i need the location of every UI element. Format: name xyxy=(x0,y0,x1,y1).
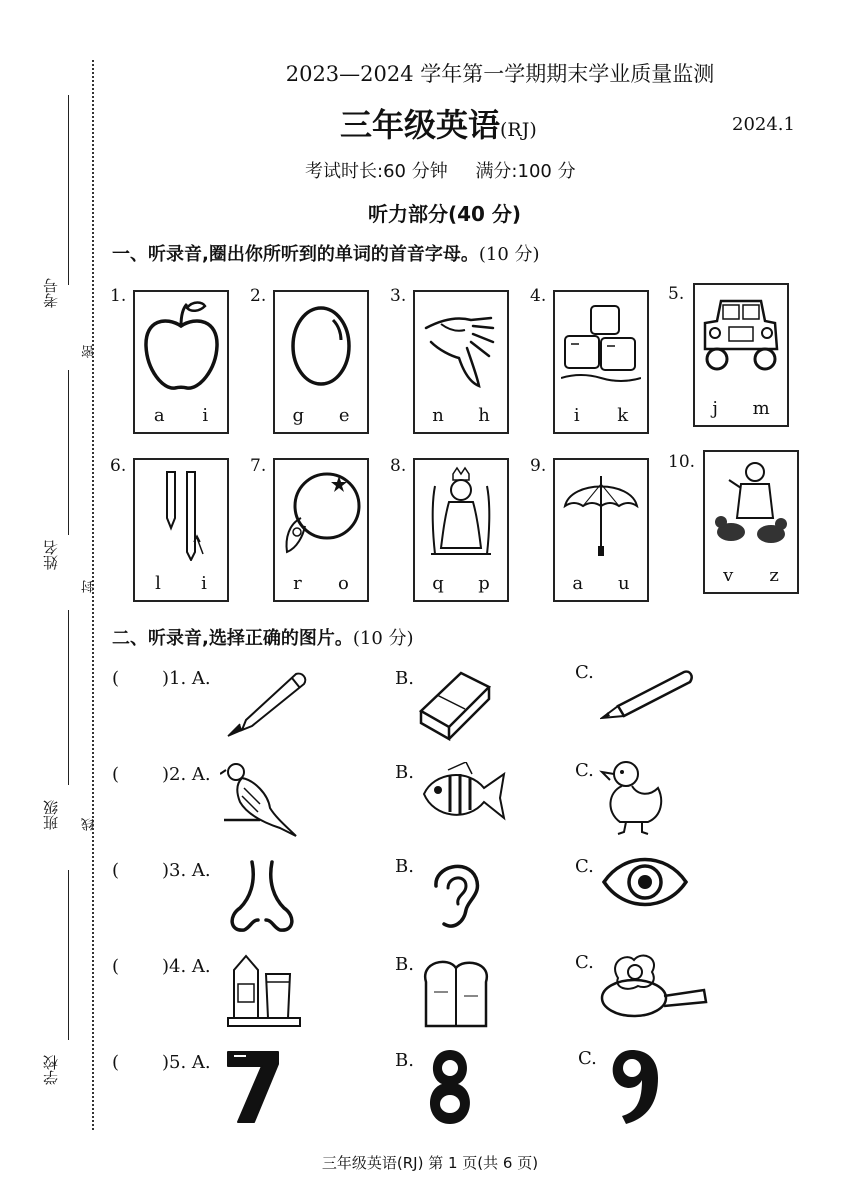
eraser-icon[interactable] xyxy=(415,665,495,743)
seven-icon[interactable] xyxy=(224,1046,284,1126)
part2-heading-text: 二、听录音,选择正确的图片。 xyxy=(112,628,353,649)
answer-paren[interactable]: ( xyxy=(112,956,120,977)
row-label: )1. A. xyxy=(162,668,211,689)
letter-option[interactable]: k xyxy=(617,405,629,426)
letter-pair xyxy=(695,398,787,419)
seal-mi: 密 xyxy=(82,345,97,358)
part1-score: (10 分) xyxy=(478,244,540,265)
option-c-label: C. xyxy=(575,760,594,781)
school-label: 学校 xyxy=(42,1055,60,1085)
letter-pair xyxy=(275,405,367,426)
exam-date: 2024.1 xyxy=(732,114,795,135)
option-b-label: B. xyxy=(395,856,414,877)
duck-icon[interactable] xyxy=(598,756,670,836)
letter-option[interactable]: i xyxy=(201,573,207,594)
exam-full-score: 满分:100 分 xyxy=(475,161,576,182)
card-vet xyxy=(703,450,799,594)
letter-option[interactable]: q xyxy=(432,573,444,594)
exam-duration: 考试时长:60 分钟 xyxy=(305,161,448,182)
option-b-label: B. xyxy=(395,954,414,975)
letter-pair xyxy=(555,573,647,594)
card-umbrella xyxy=(553,458,649,602)
name-label: 姓名 xyxy=(42,540,60,570)
option-c-label: C. xyxy=(575,856,594,877)
ear-icon[interactable] xyxy=(426,858,486,932)
letter-pair xyxy=(705,565,797,586)
part2-heading xyxy=(112,624,414,650)
letter-option[interactable]: m xyxy=(752,398,770,419)
option-b-label: B. xyxy=(395,762,414,783)
bread-icon[interactable] xyxy=(418,952,494,1032)
part1-heading xyxy=(112,240,540,266)
nine-icon[interactable] xyxy=(602,1046,662,1126)
letter-pair xyxy=(135,573,227,594)
letter-pair xyxy=(415,405,507,426)
letter-pair xyxy=(135,405,227,426)
letter-option[interactable]: p xyxy=(478,573,490,594)
row-label: )5. A. xyxy=(162,1052,211,1073)
page-footer: 三年级英语(RJ) 第 1 页(共 6 页) xyxy=(321,1154,539,1172)
card-pencils xyxy=(133,458,229,602)
option-c-label: C. xyxy=(575,662,594,683)
eye-icon[interactable] xyxy=(600,850,690,914)
letter-option[interactable]: v xyxy=(723,565,734,586)
letter-pair xyxy=(415,573,507,594)
item-number: 2. xyxy=(250,286,267,306)
answer-paren[interactable]: ( xyxy=(112,1052,120,1073)
letter-option[interactable]: a xyxy=(153,405,165,426)
letter-option[interactable]: e xyxy=(338,405,350,426)
exam-title-main xyxy=(340,100,537,146)
vet-icon xyxy=(711,458,791,553)
card-hand xyxy=(413,290,509,434)
card-apple xyxy=(133,290,229,434)
item-number: 4. xyxy=(530,286,547,306)
school-line xyxy=(68,870,69,1040)
seal-xian: 线 xyxy=(82,818,97,831)
pen-icon[interactable] xyxy=(222,668,312,740)
queen-icon xyxy=(421,466,501,561)
part1-heading-text: 一、听录音,圈出你所听到的单词的首音字母。 xyxy=(112,244,479,265)
item-number: 7. xyxy=(250,456,267,476)
apple-icon xyxy=(141,298,221,393)
letter-option[interactable]: i xyxy=(573,405,580,426)
milk-icon[interactable] xyxy=(224,952,304,1032)
hand-icon xyxy=(421,298,501,393)
letter-option[interactable]: n xyxy=(432,405,444,426)
binding-dotted-line xyxy=(92,60,94,1130)
exam-number-line xyxy=(68,95,69,285)
letter-pair xyxy=(275,573,367,594)
class-line xyxy=(68,610,69,785)
letter-option[interactable]: h xyxy=(478,405,490,426)
title-suffix: (RJ) xyxy=(500,119,537,141)
letter-option[interactable]: u xyxy=(617,573,630,594)
row-label: )3. A. xyxy=(162,860,211,881)
letter-option[interactable]: r xyxy=(293,573,302,594)
item-number: 10. xyxy=(668,452,696,472)
fish-icon[interactable] xyxy=(418,762,508,828)
part2-score: (10 分) xyxy=(352,628,414,649)
name-line xyxy=(68,370,69,535)
pencils-icon xyxy=(141,466,221,561)
egg-icon xyxy=(281,298,361,393)
letter-option[interactable]: l xyxy=(155,573,161,594)
letter-option[interactable]: i xyxy=(202,405,209,426)
egg-pan-icon[interactable] xyxy=(598,948,708,1026)
card-queen xyxy=(413,458,509,602)
pencil-icon[interactable] xyxy=(600,662,700,722)
exam-title-top: 2023—2024 学年第一学期期末学业质量监测 xyxy=(285,62,715,86)
row-label: )4. A. xyxy=(162,956,211,977)
ice-icon xyxy=(561,298,641,393)
card-orange xyxy=(273,458,369,602)
card-jeep xyxy=(693,283,789,427)
item-number: 8. xyxy=(390,456,407,476)
option-b-label: B. xyxy=(395,1050,414,1071)
umbrella-icon xyxy=(561,466,641,561)
nose-icon[interactable] xyxy=(222,858,302,936)
seal-feng: 封 xyxy=(82,580,97,593)
exam-meta xyxy=(305,157,598,183)
card-ice xyxy=(553,290,649,434)
jeep-icon xyxy=(701,291,781,386)
answer-paren[interactable]: ( xyxy=(112,668,120,689)
option-c-label: C. xyxy=(578,1048,597,1069)
letter-option[interactable]: j xyxy=(712,398,718,419)
letter-option[interactable]: o xyxy=(338,573,349,594)
item-number: 1. xyxy=(110,286,127,306)
letter-option[interactable]: z xyxy=(769,565,779,586)
section-heading: 听力部分(40 分) xyxy=(368,202,522,226)
class-label: 班级 xyxy=(42,800,60,830)
answer-paren[interactable]: ( xyxy=(112,764,120,785)
item-number: 9. xyxy=(530,456,547,476)
exam-number-label: 考号 xyxy=(42,278,60,308)
item-number: 6. xyxy=(110,456,127,476)
eight-icon[interactable] xyxy=(422,1046,478,1126)
answer-paren[interactable]: ( xyxy=(112,860,120,881)
letter-pair xyxy=(555,405,647,426)
option-b-label: B. xyxy=(395,668,414,689)
orange-icon xyxy=(281,466,361,561)
item-number: 5. xyxy=(668,284,685,304)
bird-icon[interactable] xyxy=(220,760,300,838)
row-label: )2. A. xyxy=(162,764,211,785)
option-c-label: C. xyxy=(575,952,594,973)
letter-option[interactable]: g xyxy=(292,405,304,426)
title-text: 三年级英语 xyxy=(340,106,501,144)
card-egg xyxy=(273,290,369,434)
letter-option[interactable]: a xyxy=(572,573,584,594)
item-number: 3. xyxy=(390,286,407,306)
